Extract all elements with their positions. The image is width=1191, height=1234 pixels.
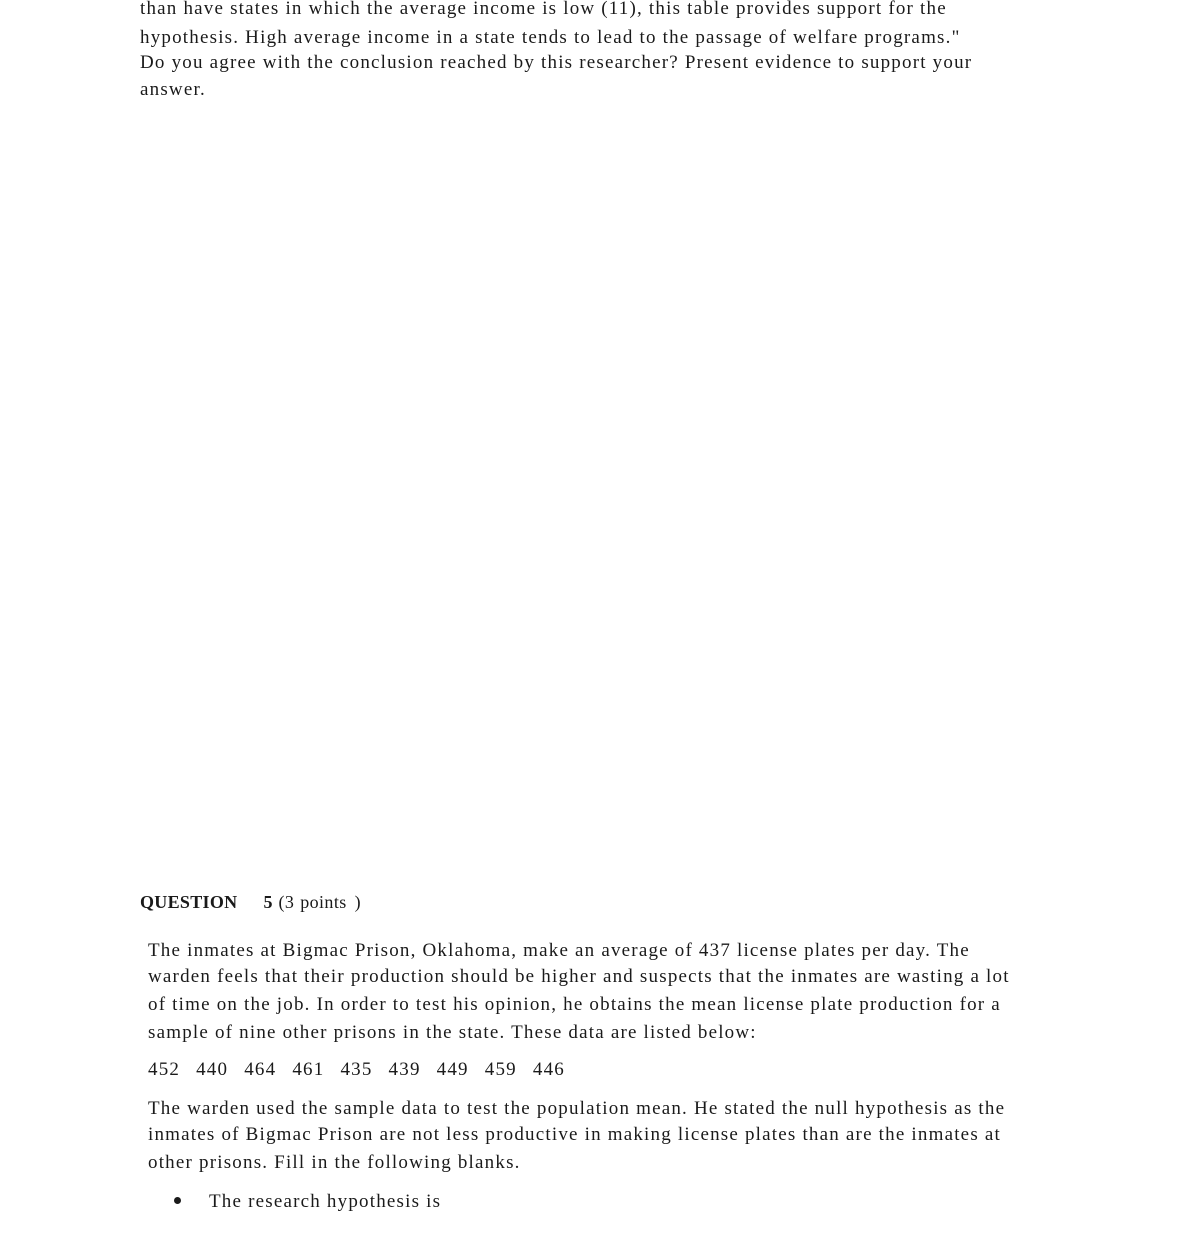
problem-line-1: The inmates at Bigmac Prison, Oklahoma, make an average of 437 license plates per day. The <box>148 940 970 961</box>
problem-line-4: sample of nine other prisons in the state. These data are listed below: <box>148 1022 757 1043</box>
data-value: 452 <box>148 1059 181 1080</box>
data-value: 449 <box>436 1059 469 1080</box>
intro-line-2: hypothesis. High average income in a state tends to lead to the passage of welfare programs." <box>140 27 961 48</box>
sample-data-row <box>148 1058 581 1082</box>
data-value: 459 <box>484 1059 517 1080</box>
hypothesis-line-1: The warden used the sample data to test the population mean. He stated the null hypothesis as the <box>148 1098 1006 1119</box>
question-number: 5 <box>263 892 273 912</box>
data-value: 461 <box>292 1059 325 1080</box>
data-value: 440 <box>196 1059 229 1080</box>
problem-line-2: warden feels that their production should be higher and suspects that the inmates are wasting a lot <box>148 966 1010 987</box>
bullet-item <box>174 1190 441 1214</box>
question-label: QUESTION <box>140 892 238 912</box>
bullet-text: The research hypothesis is <box>209 1191 442 1212</box>
intro-line-1: than have states in which the average income is low (11), this table provides support for the <box>140 0 947 19</box>
data-value: 464 <box>244 1059 277 1080</box>
points-word: points <box>300 892 347 912</box>
hypothesis-line-2: inmates of Bigmac Prison are not less productive in making license plates than are the inmates at <box>148 1124 1001 1145</box>
data-value: 439 <box>388 1059 421 1080</box>
bullet-icon <box>174 1197 181 1204</box>
question-points <box>278 892 361 912</box>
intro-line-4: answer. <box>140 79 206 100</box>
hypothesis-line-3: other prisons. Fill in the following blanks. <box>148 1152 521 1173</box>
points-open: (3 <box>278 892 295 912</box>
points-close: ) <box>354 892 362 912</box>
problem-line-3: of time on the job. In order to test his opinion, he obtains the mean license plate production for a <box>148 994 1001 1015</box>
data-value: 446 <box>532 1059 565 1080</box>
question-header <box>140 890 361 914</box>
data-value: 435 <box>340 1059 373 1080</box>
intro-line-3: Do you agree with the conclusion reached by this researcher? Present evidence to support your <box>140 52 973 73</box>
